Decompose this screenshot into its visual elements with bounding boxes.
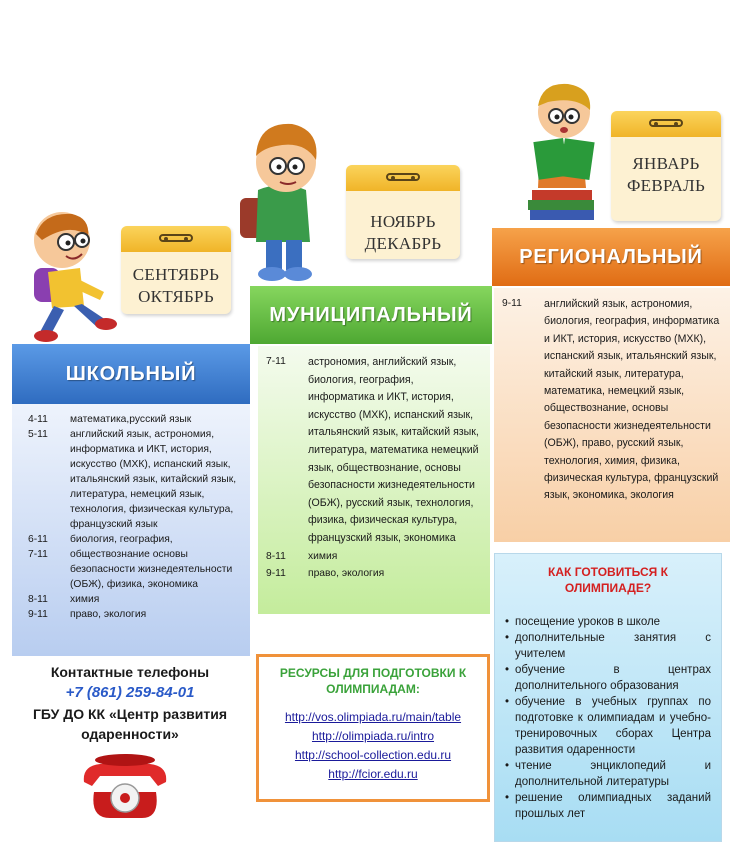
subject-row (266, 548, 482, 566)
subject-list: право, экология (70, 609, 147, 620)
resource-link[interactable]: http://school-collection.edu.ru (294, 748, 452, 762)
prepare-item: • чтение энциклопедий и дополнительной литературы (505, 758, 711, 790)
contacts-block (14, 662, 246, 744)
prepare-item: • обучение в учебных группах по подготовке к олимпиадам и учебно-тренировочных сборах Центра развития одаренности (505, 694, 711, 758)
calendar-card-school (121, 226, 231, 314)
prepare-title: КАК ГОТОВИТЬСЯ К ОЛИМПИАДЕ? (548, 565, 668, 595)
calendar-month: НОЯБРЬ (370, 212, 436, 231)
subject-row (266, 565, 482, 583)
grade-range: 5-11 (28, 429, 48, 440)
subject-row (266, 354, 482, 548)
grade-range: 9-11 (502, 298, 522, 309)
prepare-item: • дополнительные занятия с учителем (505, 630, 711, 662)
calendar-card-regional (611, 111, 721, 221)
school-subjects-panel (12, 404, 250, 656)
calendar-month: ДЕКАБРЬ (364, 234, 442, 253)
grade-range: 7-11 (28, 549, 48, 560)
regional-subjects-panel (494, 288, 730, 542)
subject-row (502, 296, 720, 505)
subject-row (28, 427, 240, 532)
calendar-month: СЕНТЯБРЬ (132, 265, 220, 284)
schoolboy-reading-illustration (520, 80, 606, 226)
grade-range: 4-11 (28, 414, 48, 425)
calendar-ring-icon (649, 119, 683, 127)
prepare-item: • обучение в центрах дополнительного образования (505, 662, 711, 694)
calendar-month: ОКТЯБРЬ (138, 287, 214, 306)
calendar-ring-icon (159, 234, 193, 242)
resources-title: РЕСУРСЫ ДЛЯ ПОДГОТОВКИ К ОЛИМПИАДАМ: (279, 666, 467, 696)
resource-link[interactable]: http://fcior.edu.ru (328, 767, 418, 781)
telephone-icon (80, 752, 170, 822)
subject-list: английский язык, астрономия, биология, география, информатика и ИКТ, история, искусство (МХК), испанский язык, итальянский язык, китайский язык, литература, математика, немецкий язык, обществознание, основы безопасности жизнедеятельности (ОБЖ), право, русский язык, технология, химия, физика, физическая культура, французский язык, экономика, экология (544, 298, 720, 502)
calendar-month: ФЕВРАЛЬ (626, 176, 706, 195)
regional-level-header: РЕГИОНАЛЬНЫЙ (492, 228, 730, 286)
resources-box (256, 654, 490, 802)
prepare-box (494, 553, 722, 842)
calendar-card-municipal (346, 165, 460, 259)
subject-row (28, 532, 240, 547)
schoolboy-running-illustration (18, 210, 122, 344)
subject-row (28, 607, 240, 622)
subject-list: обществознание основы безопасности жизнедеятельности (ОБЖ), физика, экономика (70, 549, 233, 590)
prepare-list (505, 614, 711, 822)
grade-range: 9-11 (28, 609, 48, 620)
prepare-item: • решение олимпиадных заданий прошлых лет (505, 790, 711, 822)
subject-list: астрономия, английский язык, биология, география, информатика и ИКТ, история, искусство (МХК), испанский язык, итальянский язык, китайский язык, литература, математика немецкий язык, обществознание, основы безопасности жизнедеятельности (ОБЖ), русский язык, технология, физика, физическая культура, французский язык, экономика (308, 356, 479, 544)
subject-list: математика,русский язык (70, 414, 192, 425)
calendar-month: ЯНВАРЬ (632, 154, 700, 173)
school-level-header: ШКОЛЬНЫЙ (12, 344, 250, 404)
schoolboy-backpack-illustration (236, 116, 332, 286)
subject-row (28, 412, 240, 427)
grade-range: 8-11 (28, 594, 48, 605)
subject-list: биология, география, (70, 534, 173, 545)
grade-range: 7-11 (266, 356, 286, 367)
prepare-item: • посещение уроков в школе (505, 614, 711, 630)
subject-list: английский язык, астрономия, информатика и ИКТ, история, искусство (МХК), испанский язык, итальянский язык, китайский язык, литература, немецкий язык, технология, физическая культура, французский язык (70, 429, 237, 530)
subject-list: химия (308, 550, 338, 562)
contacts-title: Контактные телефоны (50, 664, 210, 680)
grade-range: 6-11 (28, 534, 48, 545)
subject-row (28, 592, 240, 607)
subject-list: химия (70, 594, 100, 605)
municipal-level-header: МУНИЦИПАЛЬНЫЙ (250, 286, 492, 344)
subject-list: право, экология (308, 568, 385, 580)
municipal-subjects-panel (258, 346, 490, 614)
subject-row (28, 547, 240, 592)
grade-range: 8-11 (266, 550, 286, 562)
calendar-ring-icon (386, 173, 420, 181)
resource-link[interactable]: http://olimpiada.ru/intro (311, 729, 435, 743)
contact-phone[interactable]: +7 (861) 259-84-01 (65, 684, 195, 701)
resource-link[interactable]: http://vos.olimpiada.ru/main/table (284, 710, 462, 724)
organization-name: ГБУ ДО КК «Центр развития одаренности» (32, 706, 228, 742)
grade-range: 9-11 (266, 568, 286, 580)
